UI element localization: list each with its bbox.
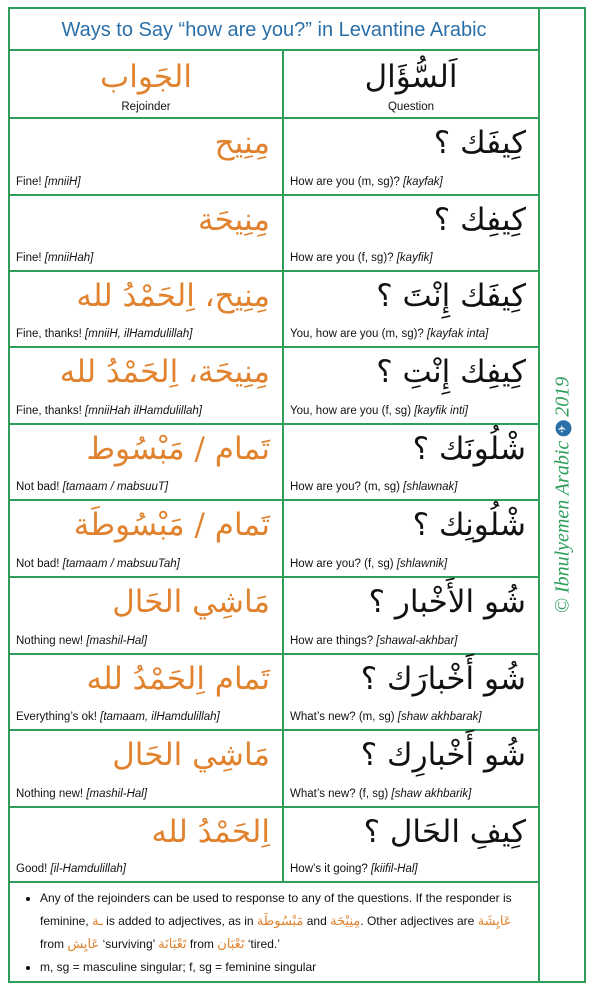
header-answer-arabic: الجَواب (100, 59, 192, 95)
question-english: How are you (f, sg)? [kayfik] (290, 252, 433, 264)
answer-arabic: مِنِيحَة، اِلحَمْدُ لله (59, 354, 270, 390)
table-row (10, 119, 538, 196)
question-english: How are you (m, sg)? [kayfak] (290, 176, 443, 188)
question-arabic: شُو الأَخْبار ؟ (368, 584, 526, 620)
table-row (10, 348, 538, 425)
question-english: How are things? [shawal-akhbar] (290, 635, 458, 647)
table-row (10, 272, 538, 348)
table-row (10, 655, 538, 731)
question-english: How are you? (f, sg) [shlawnik] (290, 558, 448, 570)
answer-arabic: تَمام اِلحَمْدُ لله (86, 661, 270, 697)
answer-arabic: مِنِيح (214, 125, 270, 161)
note-item: • Any of the rejoinders can be used to response to any of the questions. If the responder is feminine, ـة is added to adjectives, as in مَبْسُوطَة and مِنِيْحَة. Other adjectives are عَايِشَة from عَايِش ‘surviving’ تَعْبَانَة from تَعْبَان ‘tired.’ (40, 887, 530, 956)
question-arabic: شْلُونِك ؟ (412, 507, 526, 543)
header-row (10, 51, 538, 119)
table-row (10, 425, 538, 501)
question-cell (284, 501, 538, 576)
answer-english: Fine, thanks! [mniiH, ilHamdulillah] (16, 328, 193, 340)
question-arabic: كِيفِك ؟ (433, 202, 526, 238)
answer-arabic: مِنِيح، اِلحَمْدُ لله (76, 278, 270, 314)
answer-cell (10, 348, 284, 423)
answer-arabic: مَاشِي الحَال (112, 584, 270, 620)
question-arabic: كِيفَك ؟ (433, 125, 526, 161)
header-answer-cell (10, 51, 284, 117)
answer-cell (10, 655, 284, 729)
table-row (10, 196, 538, 272)
answer-cell (10, 501, 284, 576)
question-arabic: شُو أَخْبارَك ؟ (360, 661, 526, 697)
table-row (10, 501, 538, 578)
table-row (10, 578, 538, 655)
question-cell (284, 348, 538, 423)
answer-cell (10, 425, 284, 499)
question-arabic: كِيفِك إِنْتِ ؟ (376, 354, 526, 390)
question-english: What’s new? (m, sg) [shaw akhbarak] (290, 711, 482, 723)
answer-arabic: تَمام / مَبْسُوطَة (73, 507, 270, 543)
answer-english: Nothing new! [mashil-Hal] (16, 635, 148, 647)
copyright-text: © Ibnulyemen Arabic (551, 440, 574, 614)
answer-arabic: تَمام / مَبْسُوط (86, 431, 270, 467)
question-cell (284, 808, 538, 881)
answer-english: Fine! [mniiH] (16, 176, 81, 188)
question-cell (284, 119, 538, 194)
answer-english: Nothing new! [mashil-Hal] (16, 788, 148, 800)
answer-cell (10, 196, 284, 270)
header-question-cell (284, 51, 538, 117)
question-arabic: كِيفِ الحَال ؟ (363, 814, 526, 850)
answer-cell (10, 578, 284, 653)
question-cell (284, 731, 538, 806)
question-cell (284, 425, 538, 499)
note-item: • m, sg = masculine singular; f, sg = feminine singular (40, 956, 530, 979)
page-title: Ways to Say “how are you?” in Levantine Arabic (10, 9, 538, 51)
question-english: How’s it going? [kiifil-Hal] (290, 863, 418, 875)
question-english: You, how are you (m, sg)? [kayfak inta] (290, 328, 489, 340)
question-cell (284, 272, 538, 346)
question-english: What’s new? (f, sg) [shaw akhbarik] (290, 788, 472, 800)
answer-english: Good! [il-Hamdulillah] (16, 863, 126, 875)
table-row (10, 808, 538, 883)
header-answer-label: Rejoinder (121, 101, 171, 113)
answer-english: Not bad! [tamaam / mabsuuTah] (16, 558, 180, 570)
answer-arabic: مِنِيحَة (198, 202, 270, 238)
question-cell (284, 578, 538, 653)
answer-english: Fine, thanks! [mniiHah ilHamdulillah] (16, 405, 203, 417)
header-question-label: Question (387, 101, 435, 113)
notes-section (10, 883, 538, 981)
copyright-year: 2019 (551, 376, 574, 417)
question-arabic: شُو أَخْبارِك ؟ (360, 737, 526, 773)
header-question-arabic: اَلسُّؤَال (364, 59, 458, 95)
answer-arabic: اِلحَمْدُ لله (151, 814, 270, 850)
answer-cell (10, 119, 284, 194)
answer-cell (10, 731, 284, 806)
question-arabic: شْلُونَك ؟ (412, 431, 526, 467)
answer-english: Everything’s ok! [tamaam, ilHamdulillah] (16, 711, 220, 723)
answer-english: Fine! [mniiHah] (16, 252, 94, 264)
logo-icon: ✈ (556, 421, 572, 437)
question-cell (284, 655, 538, 729)
question-english: How are you? (m, sg) [shlawnak] (290, 481, 458, 493)
answer-cell (10, 272, 284, 346)
table-row (10, 731, 538, 808)
copyright-vertical (552, 377, 575, 614)
answer-english: Not bad! [tamaam / mabsuuT] (16, 481, 169, 493)
question-arabic: كِيفَك إِنْتَ ؟ (376, 278, 526, 314)
question-english: You, how are you (f, sg) [kayfik inti] (290, 405, 468, 417)
answer-arabic: مَاشِي الحَال (112, 737, 270, 773)
question-cell (284, 196, 538, 270)
answer-cell (10, 808, 284, 881)
